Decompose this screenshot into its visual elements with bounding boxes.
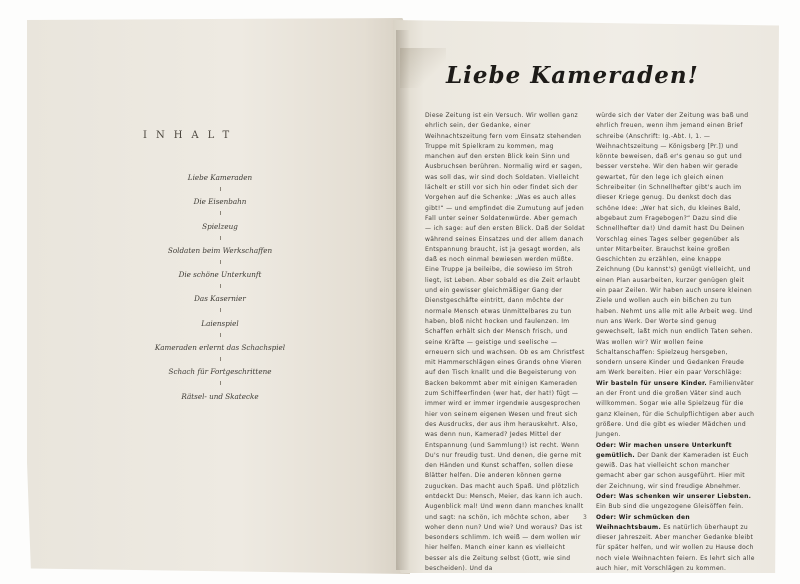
- toc-item: Die Eisenbahn: [140, 194, 300, 218]
- article-body-right: würde sich der Vater der Zeitung was baß und ehrlich freuen, wenn ihm jemand einen Brief schreibe (Anschrift: Ig.-Abt. I, 1. — Weihnachtszeitung — Königsberg [Pr.]) und könnte beweisen, daß er's genau so gut und besser verstehe. Wir den haben wir gerade gewartet, für den lege ich gleich einen Schreibeiter (in Schnellhefter gibt's auch im dieser Kriege genug. Du denkst doch das schöne Idee: „Wer hat sich, du kleines Bald, abgebaut zum Fragebogen?“ Dazu sind die Schnellhefter da!) Und damit hast Du Deinen Vorschlag eines Tages selber gegenüber als unter Mitarbeiter. Brauchst keine großen Geschichten zu erzählen, eine knappe Zeichnung (Du kannst's) genügt vielleicht, und einen Plan ausarbeiten, kurzer genügen gleit ein paar Zeilen. Wir haben auch unsere kleinen Ziele und wollen auch ein bißchen zu tun haben. Nehmt uns alle mit alle Arbeit weg. Und nun ans Werk. Der Worte sind genug gewechselt, laßt mich nun endlich Taten sehen. Was wollen wir? Wir wollen feine Schaltanschaffen: Spielzeug hersgeben, sondern unsere Kinder und Gedanken Freude am Werk bereiten. Hier ein paar Vorschläge:: [596, 112, 753, 377]
- page-number: 3: [583, 514, 587, 521]
- toc-item: Schach für Fortgeschrittene: [140, 364, 300, 388]
- article-column-right: [596, 111, 756, 574]
- toc-item: Kameraden erlernt das Schachspiel: [140, 340, 300, 364]
- suggestion-paragraph: Oder: Wir machen unsere Unterkunft gemütlich. Der Dank der Kameraden ist Euch gewiß. Das hat vielleicht schon mancher gemacht aber gar schon ausgeführt. Hier mit der Zeichnung, wir sind freudige Abnehmer.: [596, 441, 749, 490]
- article-body-left: Diese Zeitung ist ein Versuch. Wir wollen ganz ehrlich sein, der Gedanke, einer Weihnachtszeitung fern vom Einsatz stehenden Truppe mit Spielkram zu kommen, mag manchen auf den ersten Blick kein Sinn und Ausbruchsen berühren. Normalig wird er sagen, was soll das, wir sind doch Soldaten. Vielleicht lächelt er still vor sich hin oder findet sich der Vorgehen auf die Schenke: „Was es auch alles gibt!“ — und empfindet die Zumutung auf jeden Fall unter seiner Soldatenwürde. Aber gemach — ich sage: auf den ersten Blick. Daß der Soldat während seines Einsatzes und der allem danach Entspannung braucht, ist ja gesagt worden, als daß es noch einmal bewiesen werden müßte. Eine Truppe ja beileibe, die sowieso im Stroh liegt, ist Leben. Aber sobald es die Zeit erlaubt und ein gewisser gleichmäßiger Gang der Dienstgeschäfte eintritt, dann möchte der normale Mensch etwas Unmittelbares zu tun haben, bloß nicht hocken und faulenzen. Im Schaffen erhält sich der Mensch frisch, und seine Kräfte — geistige und seelische — erneuern sich und wachsen. Ob es am Christfest mit Hammerschlägen eines Grands ohne Vieren auf den Tisch knallt und die Begeisterung von Backen bekommt aber mit einigen Kameraden zum Schiffeerfinden (wer hat, der hat!) fügt — immer wird er immer irgendwie ausgesprochen hier von seinem eigenen Wesen und freut sich des Ausdrucks, der aus ihm herauskehrt. Also, was denn nun, Kamerad? Jedes Mittel der Entspannung (und Sammlung!) ist recht. Wenn Du's nur freudig tust. Und denen, die gerne mit den Händen und Kunst schaffen, sollen diese Blätter helfen. Die anderen können gerne zugucken. Das macht auch Spaß. Und plötzlich entdeckt Du: Mensch, Meier, das kann ich auch. Augenblick mal! Und wenn dann manches knallt und sagt: na schön, ich möchte schon, aber woher denn nun? Und wie? Und woraus? Das ist besonders schlimm. Ich weiß — dem wollen wir hier helfen. Manch einer kann es vielleicht besser als die Zeitung selbst (Gott, wie sind bescheiden). Und da: [425, 112, 585, 573]
- suggestion-paragraph: Oder: Wir schmücken den Weihnachtsbaum. Es natürlich überhaupt zu dieser Jahreszeit. Aber mancher Gedanke bleibt für später helfen, und wir wollen zu Hause doch noch viele Weihnachten feiern. Es lehrt sich alle auch hier, mit Vorschlägen zu kommen.: [596, 513, 755, 573]
- toc-item: Laienspiel: [140, 316, 300, 340]
- table-of-contents: [140, 170, 300, 413]
- suggestion-paragraph: Wir basteln für unsere Kinder. Familienväter an der Front und die großen Väter sind auch willkommen. Sogar wie alle Spielzeug für die ganz Kleinen, für die Schulpflichtigen aber auch größere. Und die gibt es wieder Mädchen und Jungen.: [596, 379, 755, 439]
- suggestion-paragraph: Oder: Was schenken wir unserer Liebsten. Ein Bub sind die ungezogene Gleisöffen fein.: [596, 492, 752, 511]
- book-gutter: [396, 30, 410, 570]
- toc-item: Soldaten beim Werkschaffen: [140, 243, 300, 267]
- toc-item: Liebe Kameraden: [140, 170, 300, 194]
- toc-item: Spielzeug: [140, 219, 300, 243]
- article-column-left: [425, 111, 585, 574]
- toc-item: Das Kasernier: [140, 291, 300, 315]
- toc-item: Die schöne Unterkunft: [140, 267, 300, 291]
- page-crease: [400, 48, 446, 88]
- toc-heading: INHALT: [143, 130, 239, 141]
- article-title: Liebe Kameraden!: [446, 62, 699, 89]
- toc-item: Rätsel- und Skatecke: [181, 391, 259, 401]
